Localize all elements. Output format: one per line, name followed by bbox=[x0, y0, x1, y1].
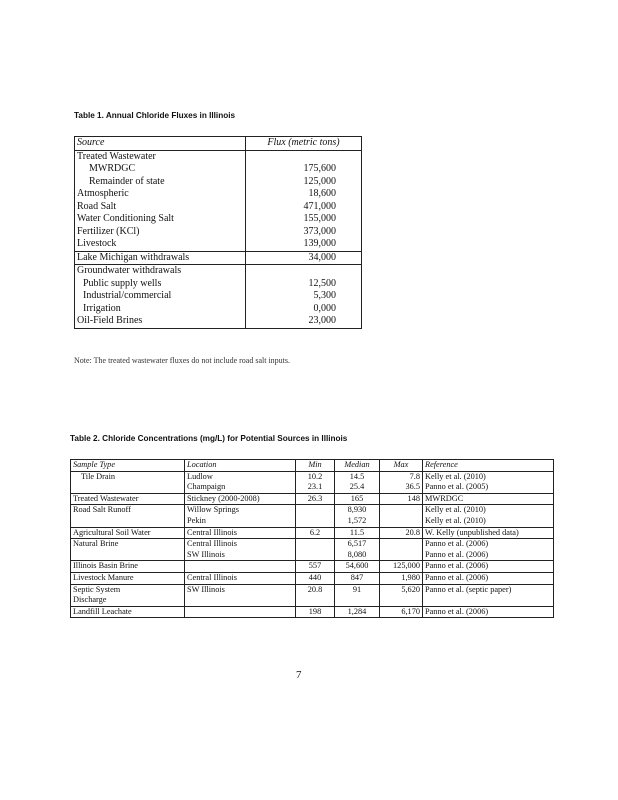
median-cell: 847 bbox=[335, 572, 380, 584]
source-cell: Irrigation bbox=[75, 303, 246, 316]
reference-cell: Panno et al. (2006) bbox=[423, 606, 554, 618]
page-number: 7 bbox=[296, 669, 302, 681]
min-cell: 23.1 bbox=[296, 482, 335, 493]
location-cell: Central Illinois bbox=[185, 539, 296, 550]
max-cell bbox=[380, 539, 423, 550]
table-row bbox=[71, 493, 554, 505]
sample-type-cell: Agricultural Soil Water bbox=[71, 527, 185, 539]
chloride-concentration-table bbox=[70, 459, 554, 618]
table-row bbox=[75, 226, 362, 239]
location-cell: Ludlow bbox=[185, 471, 296, 482]
sample-type-cell: Illinois Basin Brine bbox=[71, 561, 185, 573]
median-cell: 11.5 bbox=[335, 527, 380, 539]
reference-cell: Panno et al. (septic paper) bbox=[423, 584, 554, 595]
source-cell: MWRDGC bbox=[75, 163, 246, 176]
table-row bbox=[71, 482, 554, 493]
table-header-row bbox=[71, 460, 554, 472]
sample-type-cell: Natural Brine bbox=[71, 539, 185, 550]
sample-type-header: Sample Type bbox=[71, 460, 185, 472]
min-cell: 26.3 bbox=[296, 493, 335, 505]
table2-caption: Table 2. Chloride Concentrations (mg/L) for Potential Sources in Illinois bbox=[70, 434, 348, 443]
source-cell: Industrial/commercial bbox=[75, 290, 246, 303]
median-cell: 1,284 bbox=[335, 606, 380, 618]
reference-cell: Kelly et al. (2010) bbox=[423, 505, 554, 516]
table-row bbox=[71, 539, 554, 550]
median-cell: 14.5 bbox=[335, 471, 380, 482]
sample-type-cell: Treated Wastewater bbox=[71, 493, 185, 505]
table-row bbox=[71, 584, 554, 595]
table-row bbox=[71, 561, 554, 573]
flux-cell bbox=[246, 265, 362, 278]
source-cell: Fertilizer (KCl) bbox=[75, 226, 246, 239]
median-cell: 8,930 bbox=[335, 505, 380, 516]
reference-cell: Panno et al. (2005) bbox=[423, 482, 554, 493]
sample-type-cell bbox=[71, 516, 185, 527]
flux-cell: 155,000 bbox=[246, 213, 362, 226]
source-cell: Road Salt bbox=[75, 201, 246, 214]
source-cell: Treated Wastewater bbox=[75, 150, 246, 163]
flux-cell: 5,300 bbox=[246, 290, 362, 303]
sample-type-cell: Landfill Leachate bbox=[71, 606, 185, 618]
max-cell: 125,000 bbox=[380, 561, 423, 573]
table-header-row bbox=[75, 137, 362, 151]
location-cell: SW Illinois bbox=[185, 550, 296, 561]
reference-cell: Kelly et al. (2010) bbox=[423, 516, 554, 527]
location-cell: SW Illinois bbox=[185, 584, 296, 595]
source-cell: Livestock bbox=[75, 238, 246, 251]
table-row bbox=[75, 238, 362, 251]
reference-cell: Panno et al. (2006) bbox=[423, 539, 554, 550]
min-cell bbox=[296, 550, 335, 561]
table-row bbox=[75, 163, 362, 176]
min-header: Min bbox=[296, 460, 335, 472]
chloride-flux-table bbox=[74, 136, 362, 329]
min-cell bbox=[296, 516, 335, 527]
flux-cell: 34,000 bbox=[246, 251, 362, 265]
reference-cell: Panno et al. (2006) bbox=[423, 550, 554, 561]
max-cell: 20.8 bbox=[380, 527, 423, 539]
max-cell: 6,170 bbox=[380, 606, 423, 618]
median-cell: 8,080 bbox=[335, 550, 380, 561]
min-cell bbox=[296, 595, 335, 606]
table-row bbox=[75, 290, 362, 303]
flux-cell: 471,000 bbox=[246, 201, 362, 214]
location-cell: Central Illinois bbox=[185, 527, 296, 539]
min-cell: 10.2 bbox=[296, 471, 335, 482]
source-header: Source bbox=[75, 137, 246, 151]
location-header: Location bbox=[185, 460, 296, 472]
min-cell: 440 bbox=[296, 572, 335, 584]
table-row bbox=[75, 176, 362, 189]
median-cell: 6,517 bbox=[335, 539, 380, 550]
table-row bbox=[75, 150, 362, 163]
reference-cell: W. Kelly (unpublished data) bbox=[423, 527, 554, 539]
reference-header: Reference bbox=[423, 460, 554, 472]
table-row bbox=[71, 550, 554, 561]
source-cell: Groundwater withdrawals bbox=[75, 265, 246, 278]
table-row bbox=[75, 315, 362, 328]
table-row bbox=[71, 527, 554, 539]
table-row bbox=[75, 188, 362, 201]
min-cell: 6.2 bbox=[296, 527, 335, 539]
sample-type-cell bbox=[71, 550, 185, 561]
table-row bbox=[75, 251, 362, 265]
flux-header: Flux (metric tons) bbox=[246, 137, 362, 151]
min-cell: 20.8 bbox=[296, 584, 335, 595]
source-cell: Water Conditioning Salt bbox=[75, 213, 246, 226]
location-cell: Pekin bbox=[185, 516, 296, 527]
median-cell: 54,600 bbox=[335, 561, 380, 573]
table-row bbox=[71, 516, 554, 527]
table-row bbox=[71, 595, 554, 606]
table-row bbox=[75, 213, 362, 226]
location-cell: Champaign bbox=[185, 482, 296, 493]
location-cell: Central Illinois bbox=[185, 572, 296, 584]
source-cell: Oil-Field Brines bbox=[75, 315, 246, 328]
table1-note: Note: The treated wastewater fluxes do not include road salt inputs. bbox=[74, 356, 291, 365]
max-cell: 1,980 bbox=[380, 572, 423, 584]
location-cell bbox=[185, 595, 296, 606]
source-cell: Public supply wells bbox=[75, 278, 246, 291]
reference-cell: Panno et al. (2006) bbox=[423, 561, 554, 573]
table-row bbox=[75, 303, 362, 316]
median-cell bbox=[335, 595, 380, 606]
location-cell bbox=[185, 606, 296, 618]
location-cell bbox=[185, 561, 296, 573]
flux-cell: 23,000 bbox=[246, 315, 362, 328]
max-cell: 5,620 bbox=[380, 584, 423, 595]
sample-type-cell: Road Salt Runoff bbox=[71, 505, 185, 516]
sample-type-cell: Septic System bbox=[71, 584, 185, 595]
location-cell: Willow Springs bbox=[185, 505, 296, 516]
max-cell: 36.5 bbox=[380, 482, 423, 493]
table-row bbox=[75, 278, 362, 291]
median-cell: 165 bbox=[335, 493, 380, 505]
table-row bbox=[71, 572, 554, 584]
median-header: Median bbox=[335, 460, 380, 472]
table-row bbox=[75, 201, 362, 214]
table-row bbox=[71, 505, 554, 516]
min-cell bbox=[296, 505, 335, 516]
max-cell: 7.8 bbox=[380, 471, 423, 482]
sample-type-cell: Tile Drain bbox=[71, 471, 185, 482]
flux-cell: 0,000 bbox=[246, 303, 362, 316]
reference-cell: MWRDGC bbox=[423, 493, 554, 505]
reference-cell: Kelly et al. (2010) bbox=[423, 471, 554, 482]
table-row bbox=[75, 265, 362, 278]
reference-cell bbox=[423, 595, 554, 606]
flux-cell: 175,600 bbox=[246, 163, 362, 176]
median-cell: 91 bbox=[335, 584, 380, 595]
source-cell: Remainder of state bbox=[75, 176, 246, 189]
min-cell: 198 bbox=[296, 606, 335, 618]
flux-cell: 139,000 bbox=[246, 238, 362, 251]
flux-cell bbox=[246, 150, 362, 163]
source-cell: Lake Michigan withdrawals bbox=[75, 251, 246, 265]
sample-type-cell: Discharge bbox=[71, 595, 185, 606]
min-cell: 557 bbox=[296, 561, 335, 573]
flux-cell: 12,500 bbox=[246, 278, 362, 291]
max-cell bbox=[380, 516, 423, 527]
flux-cell: 373,000 bbox=[246, 226, 362, 239]
max-cell bbox=[380, 505, 423, 516]
sample-type-cell bbox=[71, 482, 185, 493]
source-cell: Atmospheric bbox=[75, 188, 246, 201]
flux-cell: 125,000 bbox=[246, 176, 362, 189]
location-cell: Stickney (2000-2008) bbox=[185, 493, 296, 505]
table1-caption: Table 1. Annual Chloride Fluxes in Illinois bbox=[74, 111, 236, 120]
median-cell: 25.4 bbox=[335, 482, 380, 493]
max-cell bbox=[380, 550, 423, 561]
table-row bbox=[71, 606, 554, 618]
table-row bbox=[71, 471, 554, 482]
flux-cell: 18,600 bbox=[246, 188, 362, 201]
median-cell: 1,572 bbox=[335, 516, 380, 527]
max-cell bbox=[380, 595, 423, 606]
min-cell bbox=[296, 539, 335, 550]
sample-type-cell: Livestock Manure bbox=[71, 572, 185, 584]
max-cell: 148 bbox=[380, 493, 423, 505]
max-header: Max bbox=[380, 460, 423, 472]
reference-cell: Panno et al. (2006) bbox=[423, 572, 554, 584]
